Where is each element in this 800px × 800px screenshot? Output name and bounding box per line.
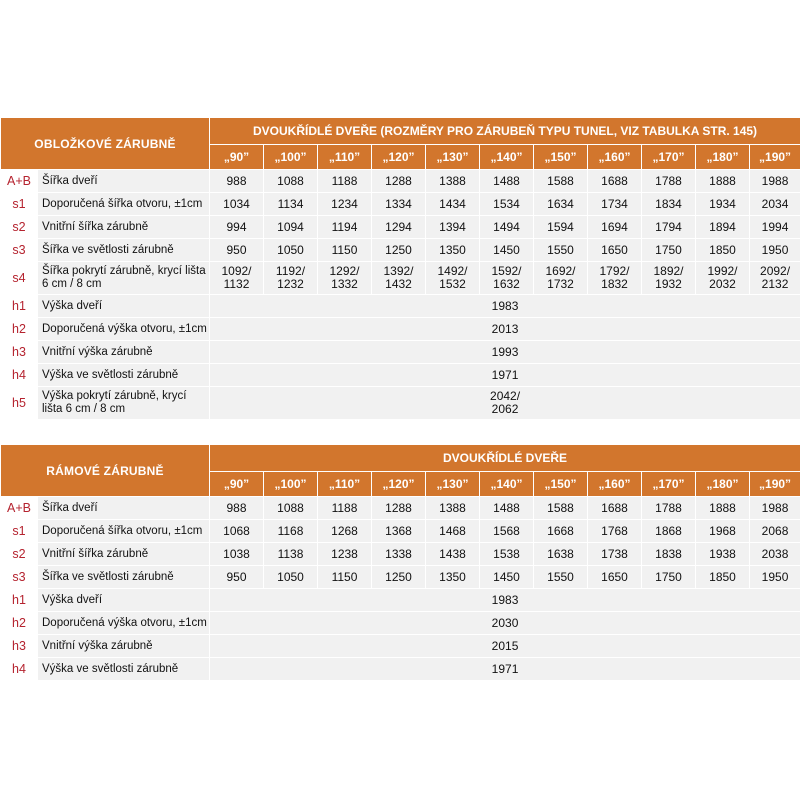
value-cell — [318, 262, 372, 295]
row-label: Vnitřní šířka zárubně — [38, 543, 210, 566]
row-label: Vnitřní šířka zárubně — [38, 216, 210, 239]
table1-col: „140” — [480, 145, 534, 170]
table-row — [1, 364, 800, 387]
value-cell: 1150 — [318, 566, 372, 589]
table-row — [1, 589, 800, 612]
merged-value-cell: 2030 — [210, 612, 800, 635]
table2-col: „90” — [210, 472, 264, 497]
row-code: s3 — [1, 239, 38, 262]
value-line: 1732 — [547, 277, 574, 291]
value-cell: 1568 — [480, 520, 534, 543]
value-line: 1132 — [223, 277, 250, 291]
value-cell: 1150 — [318, 239, 372, 262]
value-cell: 1538 — [480, 543, 534, 566]
merged-value-cell: 1983 — [210, 589, 800, 612]
value-cell: 1988 — [750, 170, 800, 193]
value-cell: 1788 — [642, 170, 696, 193]
value-cell: 1794 — [642, 216, 696, 239]
value-line: 2092/ — [760, 264, 791, 278]
table-row — [1, 193, 800, 216]
row-label-line: Výška pokrytí zárubně, krycí — [42, 390, 187, 402]
row-label: Výška ve světlosti zárubně — [38, 658, 210, 681]
row-code: h4 — [1, 364, 38, 387]
value-cell: 1550 — [534, 239, 588, 262]
value-cell: 1168 — [264, 520, 318, 543]
value-cell: 1850 — [696, 239, 750, 262]
value-cell: 1288 — [372, 497, 426, 520]
table1-col: „170” — [642, 145, 696, 170]
value-cell — [426, 262, 480, 295]
row-code: h1 — [1, 295, 38, 318]
value-cell: 1088 — [264, 497, 318, 520]
value-cell: 1134 — [264, 193, 318, 216]
table2-col: „110” — [318, 472, 372, 497]
table-row — [1, 387, 800, 420]
row-code: s4 — [1, 262, 38, 295]
table-row — [1, 262, 800, 295]
value-cell: 1350 — [426, 239, 480, 262]
table-row — [1, 520, 800, 543]
value-cell: 1488 — [480, 497, 534, 520]
value-line: 1932 — [655, 277, 682, 291]
value-cell: 1088 — [264, 170, 318, 193]
table2-title: RÁMOVÉ ZÁRUBNĚ — [1, 445, 210, 497]
value-line: 1432 — [385, 277, 412, 291]
value-cell: 1694 — [588, 216, 642, 239]
value-line: 1192/ — [275, 264, 306, 278]
value-cell: 1334 — [372, 193, 426, 216]
merged-value-cell: 2015 — [210, 635, 800, 658]
value-cell: 950 — [210, 566, 264, 589]
value-cell: 1038 — [210, 543, 264, 566]
value-cell: 1094 — [264, 216, 318, 239]
row-code: h4 — [1, 658, 38, 681]
merged-value-cell: 1983 — [210, 295, 800, 318]
row-code: s1 — [1, 520, 38, 543]
value-line: 1832 — [601, 277, 628, 291]
row-label: Šířka dveří — [38, 170, 210, 193]
row-code: h2 — [1, 318, 38, 341]
value-line: 1392/ — [383, 264, 414, 278]
table1-col: „150” — [534, 145, 588, 170]
value-cell: 1138 — [264, 543, 318, 566]
table2-col: „130” — [426, 472, 480, 497]
value-cell: 1250 — [372, 566, 426, 589]
table2-col: „160” — [588, 472, 642, 497]
value-cell: 1650 — [588, 566, 642, 589]
table-row — [1, 612, 800, 635]
value-line: 1692/ — [545, 264, 576, 278]
table-row — [1, 295, 800, 318]
merged-value-cell: 1993 — [210, 341, 800, 364]
value-line: 1592/ — [491, 264, 522, 278]
value-cell: 1588 — [534, 170, 588, 193]
row-label: Doporučená šířka otvoru, ±1cm — [38, 193, 210, 216]
value-cell: 1950 — [750, 566, 800, 589]
value-cell: 2068 — [750, 520, 800, 543]
value-cell: 1234 — [318, 193, 372, 216]
value-cell: 988 — [210, 497, 264, 520]
row-label: Šířka ve světlosti zárubně — [38, 566, 210, 589]
value-cell: 1388 — [426, 497, 480, 520]
row-code: h2 — [1, 612, 38, 635]
value-cell: 1294 — [372, 216, 426, 239]
table2-col: „180” — [696, 472, 750, 497]
row-label: Doporučená šířka otvoru, ±1cm — [38, 520, 210, 543]
value-cell — [480, 262, 534, 295]
row-label-line: 6 cm / 8 cm — [42, 278, 102, 290]
merged-value-cell — [210, 387, 800, 420]
value-line: 1292/ — [329, 264, 360, 278]
value-cell: 1388 — [426, 170, 480, 193]
value-cell: 1550 — [534, 566, 588, 589]
merged-value-cell: 2013 — [210, 318, 800, 341]
value-cell — [750, 262, 800, 295]
row-label: Vnitřní výška zárubně — [38, 635, 210, 658]
row-code: A+B — [1, 170, 38, 193]
table-row — [1, 566, 800, 589]
value-cell — [210, 262, 264, 295]
value-cell: 1188 — [318, 170, 372, 193]
value-cell: 1034 — [210, 193, 264, 216]
row-code: s2 — [1, 216, 38, 239]
value-cell: 1588 — [534, 497, 588, 520]
row-label — [38, 262, 210, 295]
table2-header: DVOUKŘÍDLÉ DVEŘE — [210, 445, 800, 472]
value-line: 1232 — [277, 277, 304, 291]
table-row — [1, 216, 800, 239]
value-cell: 1468 — [426, 520, 480, 543]
table1-col: „90” — [210, 145, 264, 170]
value-cell — [642, 262, 696, 295]
value-line: 1632 — [493, 277, 520, 291]
merged-value-cell: 1971 — [210, 364, 800, 387]
table-row — [1, 543, 800, 566]
merged-value-cell: 1971 — [210, 658, 800, 681]
value-cell: 1050 — [264, 566, 318, 589]
table-row — [1, 170, 800, 193]
value-cell: 1488 — [480, 170, 534, 193]
value-cell: 1888 — [696, 170, 750, 193]
value-cell — [588, 262, 642, 295]
row-label: Doporučená výška otvoru, ±1cm — [38, 318, 210, 341]
value-cell: 1250 — [372, 239, 426, 262]
value-cell: 1338 — [372, 543, 426, 566]
table-row — [1, 341, 800, 364]
value-line: 1492/ — [437, 264, 468, 278]
value-cell: 1594 — [534, 216, 588, 239]
table1-col: „190” — [750, 145, 800, 170]
value-cell: 988 — [210, 170, 264, 193]
value-line: 1532 — [439, 277, 466, 291]
value-cell: 1934 — [696, 193, 750, 216]
value-cell: 2038 — [750, 543, 800, 566]
row-code: s2 — [1, 543, 38, 566]
value-cell: 1888 — [696, 497, 750, 520]
value-cell: 950 — [210, 239, 264, 262]
ram-table — [0, 444, 800, 681]
table1-col: „180” — [696, 145, 750, 170]
value-cell: 1494 — [480, 216, 534, 239]
value-line: 2032 — [709, 277, 736, 291]
value-cell: 1434 — [426, 193, 480, 216]
table1-col: „110” — [318, 145, 372, 170]
value-cell: 1994 — [750, 216, 800, 239]
value-cell: 1450 — [480, 239, 534, 262]
row-code: h5 — [1, 387, 38, 420]
value-cell: 1238 — [318, 543, 372, 566]
row-label: Výška dveří — [38, 295, 210, 318]
value-line: 2062 — [491, 402, 519, 416]
value-line: 1792/ — [599, 264, 630, 278]
table2-col: „140” — [480, 472, 534, 497]
table2-col: „190” — [750, 472, 800, 497]
table-row — [1, 497, 800, 520]
row-label: Vnitřní výška zárubně — [38, 341, 210, 364]
table-row — [1, 239, 800, 262]
table-row — [1, 635, 800, 658]
row-label-line: lišta 6 cm / 8 cm — [42, 403, 126, 415]
value-cell: 1734 — [588, 193, 642, 216]
row-label: Šířka ve světlosti zárubně — [38, 239, 210, 262]
value-line: 1092/ — [221, 264, 252, 278]
value-cell: 1938 — [696, 543, 750, 566]
value-cell: 1288 — [372, 170, 426, 193]
value-cell: 1668 — [534, 520, 588, 543]
value-cell: 1350 — [426, 566, 480, 589]
value-cell: 2034 — [750, 193, 800, 216]
row-code: h3 — [1, 635, 38, 658]
row-label: Šířka dveří — [38, 497, 210, 520]
table1-col: „120” — [372, 145, 426, 170]
table1-header: DVOUKŘÍDLÉ DVEŘE (ROZMĚRY PRO ZÁRUBEŇ TYPU TUNEL, VIZ TABULKA STR. 145) — [210, 118, 800, 145]
table1-col: „160” — [588, 145, 642, 170]
value-cell: 1188 — [318, 497, 372, 520]
value-cell: 1868 — [642, 520, 696, 543]
value-cell — [534, 262, 588, 295]
value-line: 1332 — [331, 277, 358, 291]
value-cell: 1788 — [642, 497, 696, 520]
value-cell: 1534 — [480, 193, 534, 216]
value-cell: 1050 — [264, 239, 318, 262]
row-code: h3 — [1, 341, 38, 364]
value-cell: 1950 — [750, 239, 800, 262]
table1-title: OBLOŽKOVÉ ZÁRUBNĚ — [1, 118, 210, 170]
value-cell: 1988 — [750, 497, 800, 520]
value-cell: 1634 — [534, 193, 588, 216]
value-cell: 1738 — [588, 543, 642, 566]
value-cell: 1838 — [642, 543, 696, 566]
value-cell: 1394 — [426, 216, 480, 239]
value-cell: 1450 — [480, 566, 534, 589]
value-cell: 1894 — [696, 216, 750, 239]
value-cell: 1688 — [588, 170, 642, 193]
value-cell: 994 — [210, 216, 264, 239]
row-label: Výška ve světlosti zárubně — [38, 364, 210, 387]
value-cell: 1194 — [318, 216, 372, 239]
value-cell: 1368 — [372, 520, 426, 543]
table1-col: „130” — [426, 145, 480, 170]
value-cell: 1438 — [426, 543, 480, 566]
table2-col: „170” — [642, 472, 696, 497]
value-cell: 1268 — [318, 520, 372, 543]
value-cell: 1750 — [642, 239, 696, 262]
table2-col: „100” — [264, 472, 318, 497]
obloz-table — [0, 117, 800, 420]
table2-col: „120” — [372, 472, 426, 497]
row-label: Doporučená výška otvoru, ±1cm — [38, 612, 210, 635]
row-label-line: Šířka pokrytí zárubně, krycí lišta — [42, 265, 206, 277]
value-line: 2132 — [761, 277, 789, 291]
value-cell — [372, 262, 426, 295]
value-cell: 1750 — [642, 566, 696, 589]
value-cell: 1768 — [588, 520, 642, 543]
value-cell: 1650 — [588, 239, 642, 262]
value-line: 2042/ — [490, 389, 521, 403]
table2-col: „150” — [534, 472, 588, 497]
table-row — [1, 318, 800, 341]
value-cell: 1834 — [642, 193, 696, 216]
value-line: 1992/ — [707, 264, 738, 278]
value-line: 1892/ — [653, 264, 684, 278]
value-cell — [696, 262, 750, 295]
table-row — [1, 658, 800, 681]
value-cell: 1068 — [210, 520, 264, 543]
row-code: s1 — [1, 193, 38, 216]
row-code: h1 — [1, 589, 38, 612]
value-cell: 1688 — [588, 497, 642, 520]
table1-col: „100” — [264, 145, 318, 170]
value-cell — [264, 262, 318, 295]
row-code: A+B — [1, 497, 38, 520]
row-label — [38, 387, 210, 420]
value-cell: 1968 — [696, 520, 750, 543]
row-code: s3 — [1, 566, 38, 589]
value-cell: 1638 — [534, 543, 588, 566]
value-cell: 1850 — [696, 566, 750, 589]
row-label: Výška dveří — [38, 589, 210, 612]
